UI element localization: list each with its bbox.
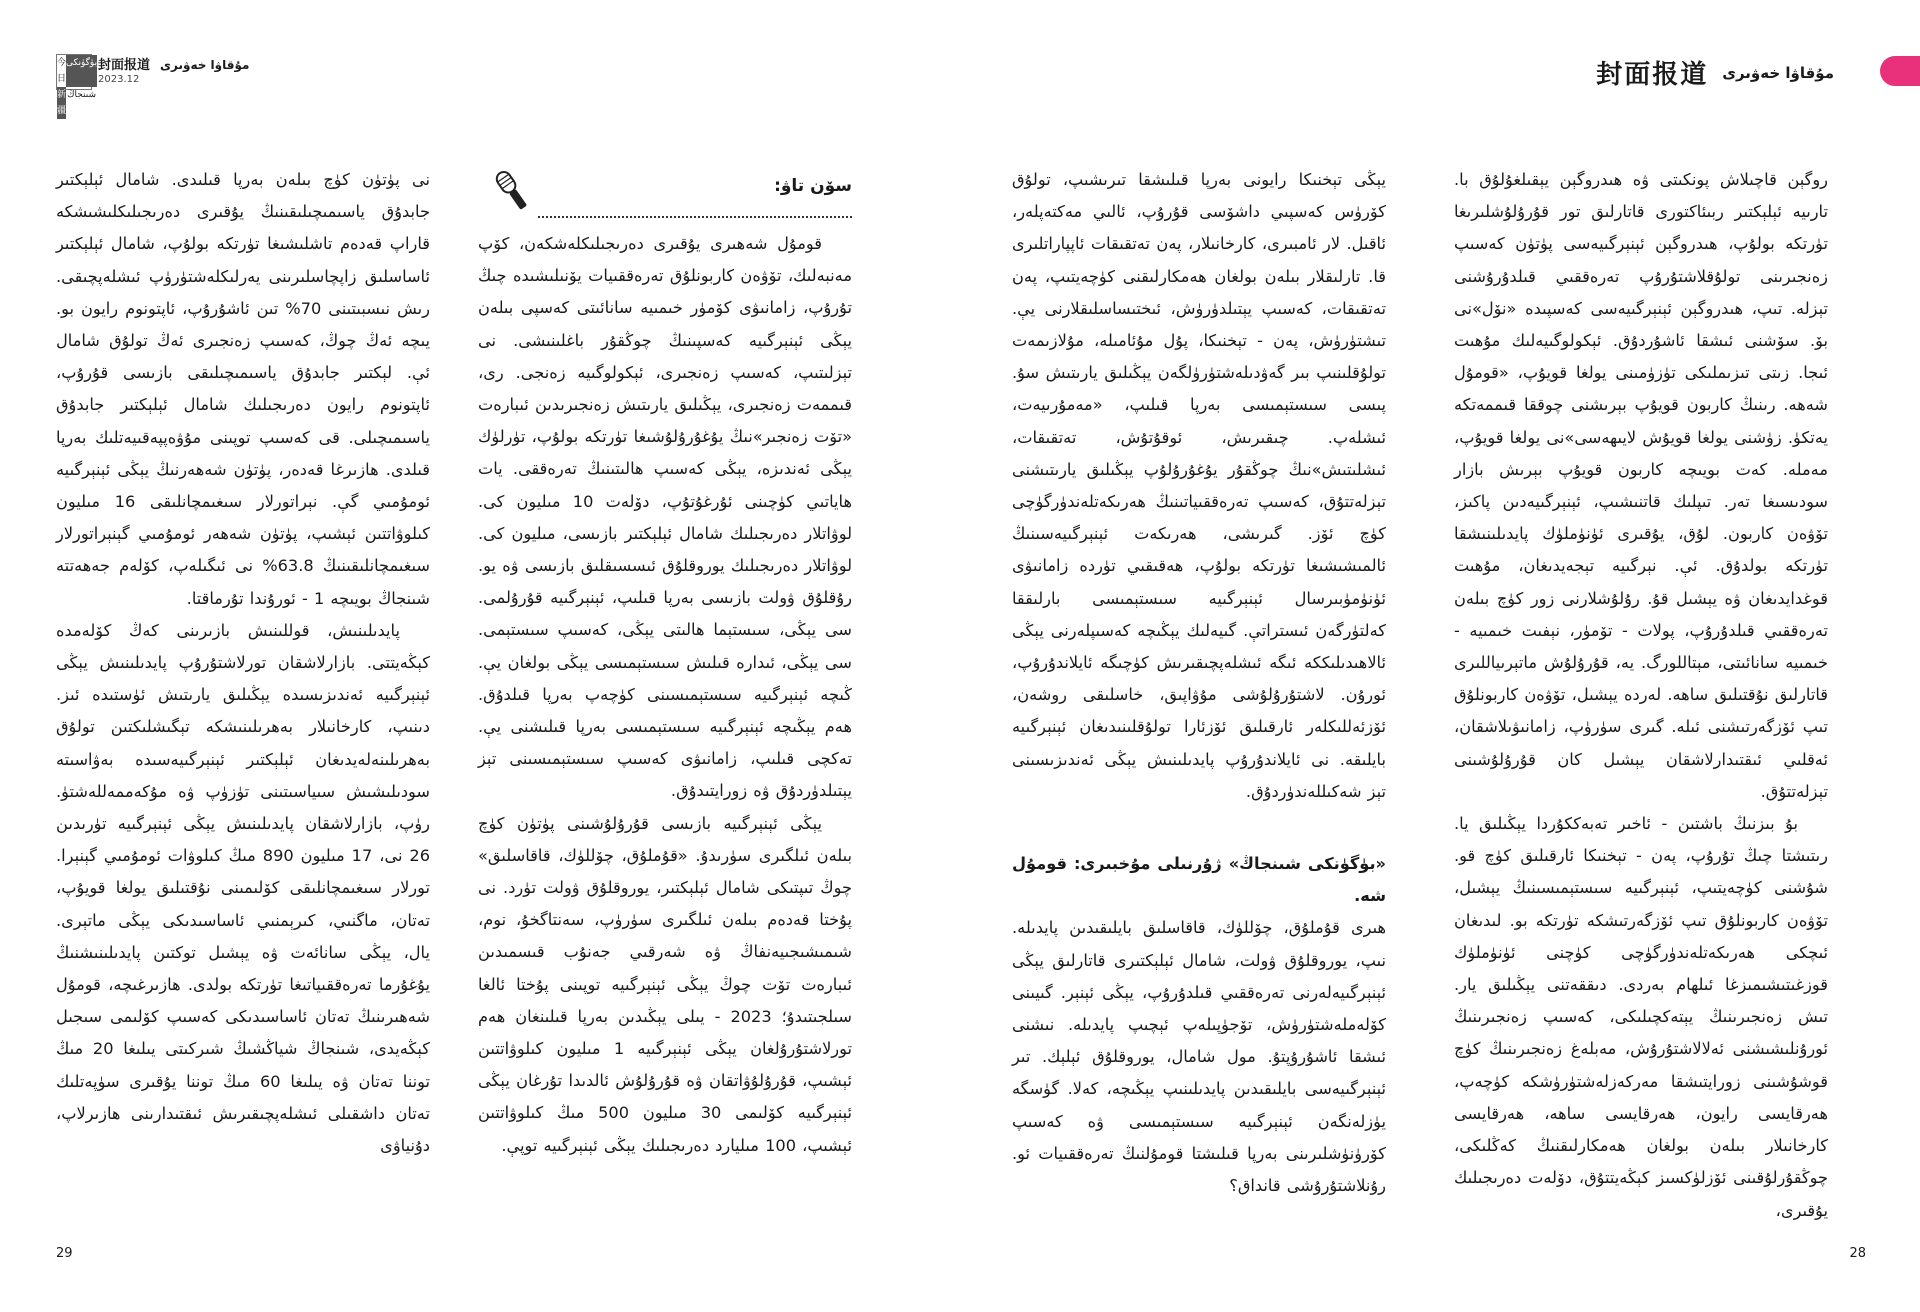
logo-text-ug-1: بۈگۈنكى <box>66 55 97 87</box>
paragraph: نى پۈتۈن كۈچ بىلەن بەرپا قىلىدى. شامال ئېلېكتىر جابدۇق ياسىمىچىلىقىنىڭ يۇقىرى دەرىجىلىكلىشىشكە قاراپ قەدەم تاشلىشىغا تۈرتكە بولۇپ، شامال ئېلېكتىر ئاساسلىق زاپچاسلىرىنى يەرلىكلەشتۈرۈپ ئىشلەپچىقى. رىش نىسبىتىنى 70% تىن ئاشۇرۇپ، ئاپتونوم رايون بو. يىچە ئەڭ چوڭ، كەسىپ زەنجىرى ئەڭ تولۇق شامال ئې. لېكتىر جابدۇق ياسىمىچىلىقى بازىسى قۇرۇپ، ئاپتونوم رايون دەرىجىلىك شامال ئېلېكتىر جابدۇق ياسىمىچىلى. قى كەسىپ توپىنى مۇۋەپپەقىيەتلىك بەرپا قىلدى. ھازىرغا قەدەر، پۈتۈن شەھەرنىڭ يېڭى ئېنېرگىيە ئومۇمىي گې. نېراتورلار سىغىمچانلىقى 16 مىليون كىلوۋاتتىن ئېشىپ، پۈتۈن شەھەر ئومۇمىي گېنېراتورلار سىغىمچانلىقىنىڭ 63.8% نى ئىگىلەپ، كۆلەم جەھەتتە شىنجاڭ بويىچە 1 - ئورۇندا تۇرماقتا. <box>56 170 430 608</box>
header-titles <box>98 54 249 85</box>
question-lead: «بۈگۈنكى شىنجاڭ» ژۇرنىلى مۇخبىرى: قومۇل شە. <box>1012 854 1386 906</box>
paragraph: بۇ بىزنىڭ باشتىن - ئاخىر تەبەككۇردا يېڭىلىق يا. رىتىشتا چىڭ تۇرۇپ، پەن - تېخنىكا ئارقىلىق كۈچ قو. شۇشنى كۈچەيتىپ، ئېنېرگىيە سىستېمىسىنىڭ يېشىل، تۆۋەن كاربونلۇق تىپ ئۆزگەرتىشكە تۈرتكە بو. لىدىغان ئىچكى ھەرىكەتلەندۈرگۈچى كۈچنى ئۈنۈملۈك قوزغىتىشىمىزغا ئىلھام بەردى. دىققەتنى يېڭىلىق يار. تىش زەنجىرىنىڭ يېتەكچىلىكى، كەسىپ زەنجىرىنىڭ ئورۇنلىشىشنى ئەلالاشتۇرۇش، مەبلەغ زەنجىرىنىڭ كۈچ قوشۇشىنى زورايتىشقا مەركەزلەشتۈرۈشكە كۈچەپ، ھەرقايسى رايون، ھەرقايسى ساھە، ھەرقايسى كارخانىلار بىلەن بولغان ھەمكارلىقنىڭ كەڭلىكى، چوڭقۇرلۇقىنى ئۆزلۈكسىز كېڭەيتتۇق، دۆلەت دەرىجىلىك يۇقىرى، <box>1454 814 1828 1220</box>
page-number-right: 28 <box>1849 1246 1866 1261</box>
interviewee-name: سۆن تاۋ: <box>774 176 852 196</box>
section-ug-title-large: مۇقاۋا خەۋىرى <box>1722 63 1834 82</box>
paragraph: روگېن قاچىلاش پونكىتى ۋە ھىدروگېن يېقىلغۇلۇق با. تارىيە ئېلېكتىر ربىئاكتورى قاتارلىق تور قۇرۇلۇشلىرىغا تۈرتكە بولۇپ، ھىدروگېن ئېنېرگىيەسى پۈتۈن كەسىپ زەنجىرىنى تولۇقلاشتۇرۇپ تەرەققىي قىلدۇرۇشنى تېزلە. تىپ، ھىدروگېن ئېنېرگىيەسى كەسپىدە «نۆل»نى بۆ. سۆشنى ئىشقا ئاشۇردۇق. ئېكولوگىيەلىك مۇھىت ئىجا. زىتى تىزىملىكى تۈزۈمىنى يولغا قويۇپ، «قومۇل شەھە. رىنىڭ كاربون قويۇپ بېرىشنى چوققا قىممەتكە يەتكۈ. زۈشنى يولغا قويۇش لايىھەسى»نى يولغا قويۇپ، مەملە. كەت بويىچە كاربون قويۇپ بېرىش بازار سودىسىغا تەر. تىپلىك قاتنىشىپ، ئېنېرگىيەدىن پاكىز، تۆۋەن كاربون. لۇق، يۇقىرى ئۈنۈملۈك پايدىلىنىشقا تۈرتكە بولدۇق. ئې. نېرگىيە تېجەيدىغان، مۇھىت قوغدايدىغان ۋە يېشىل قۇ. رۇلۇشلارنى زور كۈچ بىلەن تەرەققىي قىلدۇرۇپ، پولات - تۆمۈر، نېفىت خىمىيە - خىمىيە سانائىتى، مېتاللورگ. يە، قۇرۇلۇش ماتېرىياللىرى قاتارلىق نۇقتىلىق ساھە. لەردە يېشىل، تۆۋەن كاربونلۇق تىپ ئۆزگەرتىشنى ئىلە. گىرى سۈرۈپ، زامانىۋىلاشقان، ئەقلىي ئىقتىدارلاشقان يېشىل كان قۇرۇلۇشىنى تېزلەتتۇق. <box>1454 170 1828 801</box>
section-ug-title: مۇقاۋا خەۋىرى <box>160 58 250 72</box>
section-cn-title-large: 封面报道 <box>1596 60 1709 90</box>
running-header-left <box>56 54 250 116</box>
paragraph: قومۇل شەھىرى يۇقىرى دەرىجىلىكلەشكەن، كۆپ مەنبەلىك، تۆۋەن كاربونلۇق تەرەققىيات يۆنىلىشىدە چىڭ تۇرۇپ، زامانىۋى كۆمۈر خىمىيە سانائىتى كەسپى بىلەن يېڭى ئېنېرگىيە كەسپىنىڭ چوڭقۇر باغلىنىشى. نى تېزلىتىپ، كەسىپ زەنجىرى، ئېكولوگىيە زەنجى. رى، قىممەت زەنجىرى، يېڭىلىق يارىتىش زەنجىرىدىن ئىبارەت «تۆت زەنجىر»نىڭ يۇغۇرۇلۇشىغا تۈرتكە بولۇپ، تۈرلۈك يېڭى ئەندىزە، يېڭى كەسىپ ھالىتىنىڭ تەرەققى. يات ھاياتىي كۈچىنى ئۇرغۇتۇپ، دۆلەت 10 مىليون كى. لوۋاتلار دەرىجىلىك شامال ئېلېكتىر بازىسى، مىليون كى. لوۋاتلار دەرىجىلىك يوروقلۇق ئىسسىقلىق بازىسى ۋە يو. رۇقلۇق ۋولت بازىسى بەرپا قىلىپ، ئېنېرگىيە قۇرۇلمى. سى يېڭى، سىستېما ھالىتى يېڭى، كەسىپ سىستېمى. سى يېڭى، ئىدارە قىلىش سىستېمىسى يېڭى بولغان يې. ڭىچە ئېنېرگىيە سىستېمىسىنى كۈچەپ بەرپا قىلدۇق. ھەم يېڭىچە ئېنېرگىيە سىستېمىسى بەرپا قىلىشنى يې. تەكچى قىلىپ، زامانىۋى كەسىپ سىستېمىسىنى تېز يېتىلدۈردۇق ۋە زورايتىدۇق. <box>478 234 852 801</box>
microphone-icon <box>486 166 536 216</box>
logo-text-cn-1: 今日 <box>57 58 67 84</box>
right-page <box>960 0 1920 1312</box>
logo-text-cn-2: 新疆 <box>57 87 66 119</box>
interviewee-heading <box>478 160 852 218</box>
paragraph: يېڭى تېخنىكا رايونى بەرپا قىلىشقا تىرىشىپ، تولۇق كۆرۈس كەسپىي داشۆسى قۇرۇپ، ئالىي مەكتەپلەر، ئاقىل. لار ئامبىرى، كارخانىلار، پەن تەتقىقات ئاپپاراتلىرى قا. تارلىقلار بىلەن بولغان ھەمكارلىقنى كۈچەيتىپ، پەن تەتقىقات، كەسىپ يېتىلدۈرۈش، ئىختىساسلىقلارنى يې. تىشتۈرۈش، پەن - تېخنىكا، پۇل مۇئامىلە، مۇلازىمەت تولۇقلىنىپ بىر گەۋدىلەشتۈرۈلگەن يېڭىلىق يارىتىش سۇ. پىسى سىستېمىسى بەرپا قىلىپ، «مەمۇرىيەت، ئىشلەپ. چىقىرىش، ئوقۇتۇش، تەتقىقات، ئىشلىتىش»نىڭ چوڭقۇر يۇغۇرۇلۇپ يېڭىلىق يارىتىشنى تېزلەتتۇق، كەسىپ تەرەققىياتىنىڭ ھەرىكەتلەندۈرگۈچى كۈچ ئۆز. گىرىشى، ھەرىكەت ئېنېرگىيەسىنىڭ ئالمىشىشىغا تۈرتكە بولۇپ، ھەقىقىي تۈردە زامانىۋى ئۈنۈمۈبىرسال ئېنېرگىيە سىستېمىسى بارلىققا كەلتۈرگەن ئىستراتې. گىيەلىك يېڭىچە كەسىپلەرنى يېڭى ئالاھىدىلىككە ئىگە ئىشلەپچىقىرىش كۈچىگە ئايلاندۇرۇپ، ئورۇن. لاشتۇرۇلۇشى مۇۋاپىق، خاسلىقى روشەن، ئۆزئەللىكلەر ئارقىلىق ئۆزئارا تولۇقلىنىدىغان ئېنېرگىيە بايلىقە. نى ئايلاندۇرۇپ پايدىلىنىش يېڭى ئەندىزىسىنى تېز شەكىللەندۈردۇق. <box>1012 170 1386 801</box>
magazine-logo <box>56 54 98 116</box>
text-column-2 <box>1012 164 1386 1202</box>
section-color-tab <box>1880 56 1920 86</box>
paragraph: ھىرى قۇملۇق، چۆللۈك، قاقاسلىق بايلىقىدىن پايدىلە. نىپ، يوروقلۇق ۋولت، شامال ئېلېكتىرى قاتارلىق يېڭى ئېنېرگىيەلەرنى تەرەققىي قىلدۇرۇپ، يېڭى ئېنېر. گىيىنى كۆلەملەشتۈرۈش، تۆجۈپىلەپ ئېچىپ پايدىلە. نىشنى ئىشقا ئاشۇرۇپتۇ. مول شامال، يوروقلۇق ئېلېك. تىر ئېنېرگىيەسى بايلىقىدىن پايدىلىنىپ يېڭىچە، كەلا. گۈسگە يۈزلەنگەن ئېنېرگىيە سىستېمىسى ۋە كەسىپ كۆرۈنۈشلىرىنى بەرپا قىلىشتا قومۇلنىڭ تەرەققىيات ئو. رۇنلاشتۇرۇشى قانداق؟ <box>1012 918 1386 1196</box>
paragraph <box>1012 848 1386 912</box>
running-header-right <box>1596 54 1834 91</box>
text-column-3 <box>478 228 852 1162</box>
text-column-4 <box>56 164 430 1162</box>
issue-date: 2023.12 <box>98 74 140 85</box>
section-cn-title: 封面报道 <box>98 58 151 73</box>
paragraph: يېڭى ئېنېرگىيە بازىسى قۇرۇلۇشىنى پۈتۈن كۈچ بىلەن ئىلگىرى سۈرىدۇ. «قۇملۇق، چۆللۈك، قاقاسلىق» چوڭ تىپتىكى شامال ئېلېكتىر، يوروقلۇق ۋولت تۈرد. نى پۇختا قەدەم بىلەن ئىلگىرى سۈرۈپ، سەنتاگخۇ، نوم، شىمىشىجىيەنفاڭ ۋە شەرقىي جەنۇب قىسمىدىن ئىبارەت تۆت چوڭ يېڭى ئېنېرگىيە توپىنى پۇختا ئالغا سىلجىتىدۇ؛ 2023 - يىلى يېڭىدىن بەرپا قىلىنغان ھەم تورلاشتۇرۇلغان يېڭى ئېنېرگىيە 1 مىليون كىلوۋاتتىن ئېشىپ، قۇرۇلۇۋاتقان ۋە قۇرۇلۇش ئالدىدا تۇرغان يېڭى ئېنېرگىيە كۆلىمى 30 مىليون 500 مىڭ كىلوۋاتتىن ئېشىپ، 100 مىليارد دەرىجىلىك يېڭى ئېنېرگىيە توپې. <box>478 813 852 1155</box>
page-number-left: 29 <box>56 1246 73 1261</box>
logo-text-ug-2: شىنجاڭ <box>67 90 97 100</box>
paragraph: پايدىلىنىش، قوللىنىش بازىرىنى كەڭ كۆلەمدە كېڭەيتتى. بازارلاشقان تورلاشتۇرۇپ پايدىلىنىش يېڭى ئېنېرگىيە ئەندىزىسىدە يېڭىلىق يارىتىش ئۈستىدە ئىز. دىنىپ، كارخانىلار بەھرىلىنىشكە تېگىشلىكتىن تولۇق بەھرىلىنەلەيدىغان ئېلېكتىر ئېنېرگىيەسىدە بەۋاسىتە سودىلىشىش سىياسىتىنى تۈزۈپ ۋە مۇكەممەللەشتۈ. رۈپ، بازارلاشقان پايدىلىنىش يېڭى ئېنېرگىيە تۈرىدىن 26 نى، 17 مىليون 890 مىڭ كىلوۋات ئومۇمىي گېنېرا. تورلار سىغىمچانلىقى كۆلىمىنى نۇقتىلىق يولغا قويۇپ، تەتان، ماگنىي، كىرېمنىي ئاساسىدىكى يېڭى ماتېرى. يال، يېڭى سانائەت ۋە يېشىل توكتىن پايدىلىنىشنىڭ يۇغۇرما تەرەققىياتىغا تۈرتكە بولدى. ھازىرغىچە، قومۇل شەھىرىنىڭ تەتان ئاساسىدىكى كەسىپ كۆلىمى سىجىل كېڭەيدى، شىنجاڭ شياڭشىڭ شىركىتى يىلىغا 20 مىڭ توننا تەتان ۋە يىلىغا 60 مىڭ توننا يۇقىرى سۈپەتلىك تەتان داشقىلى ئىشلەپچىقىرىش ئىقتىدارىنى ھازىرلاپ، دۇنياۋى <box>56 620 431 1156</box>
heading-rule <box>538 216 852 218</box>
text-column-1 <box>1454 164 1828 1227</box>
